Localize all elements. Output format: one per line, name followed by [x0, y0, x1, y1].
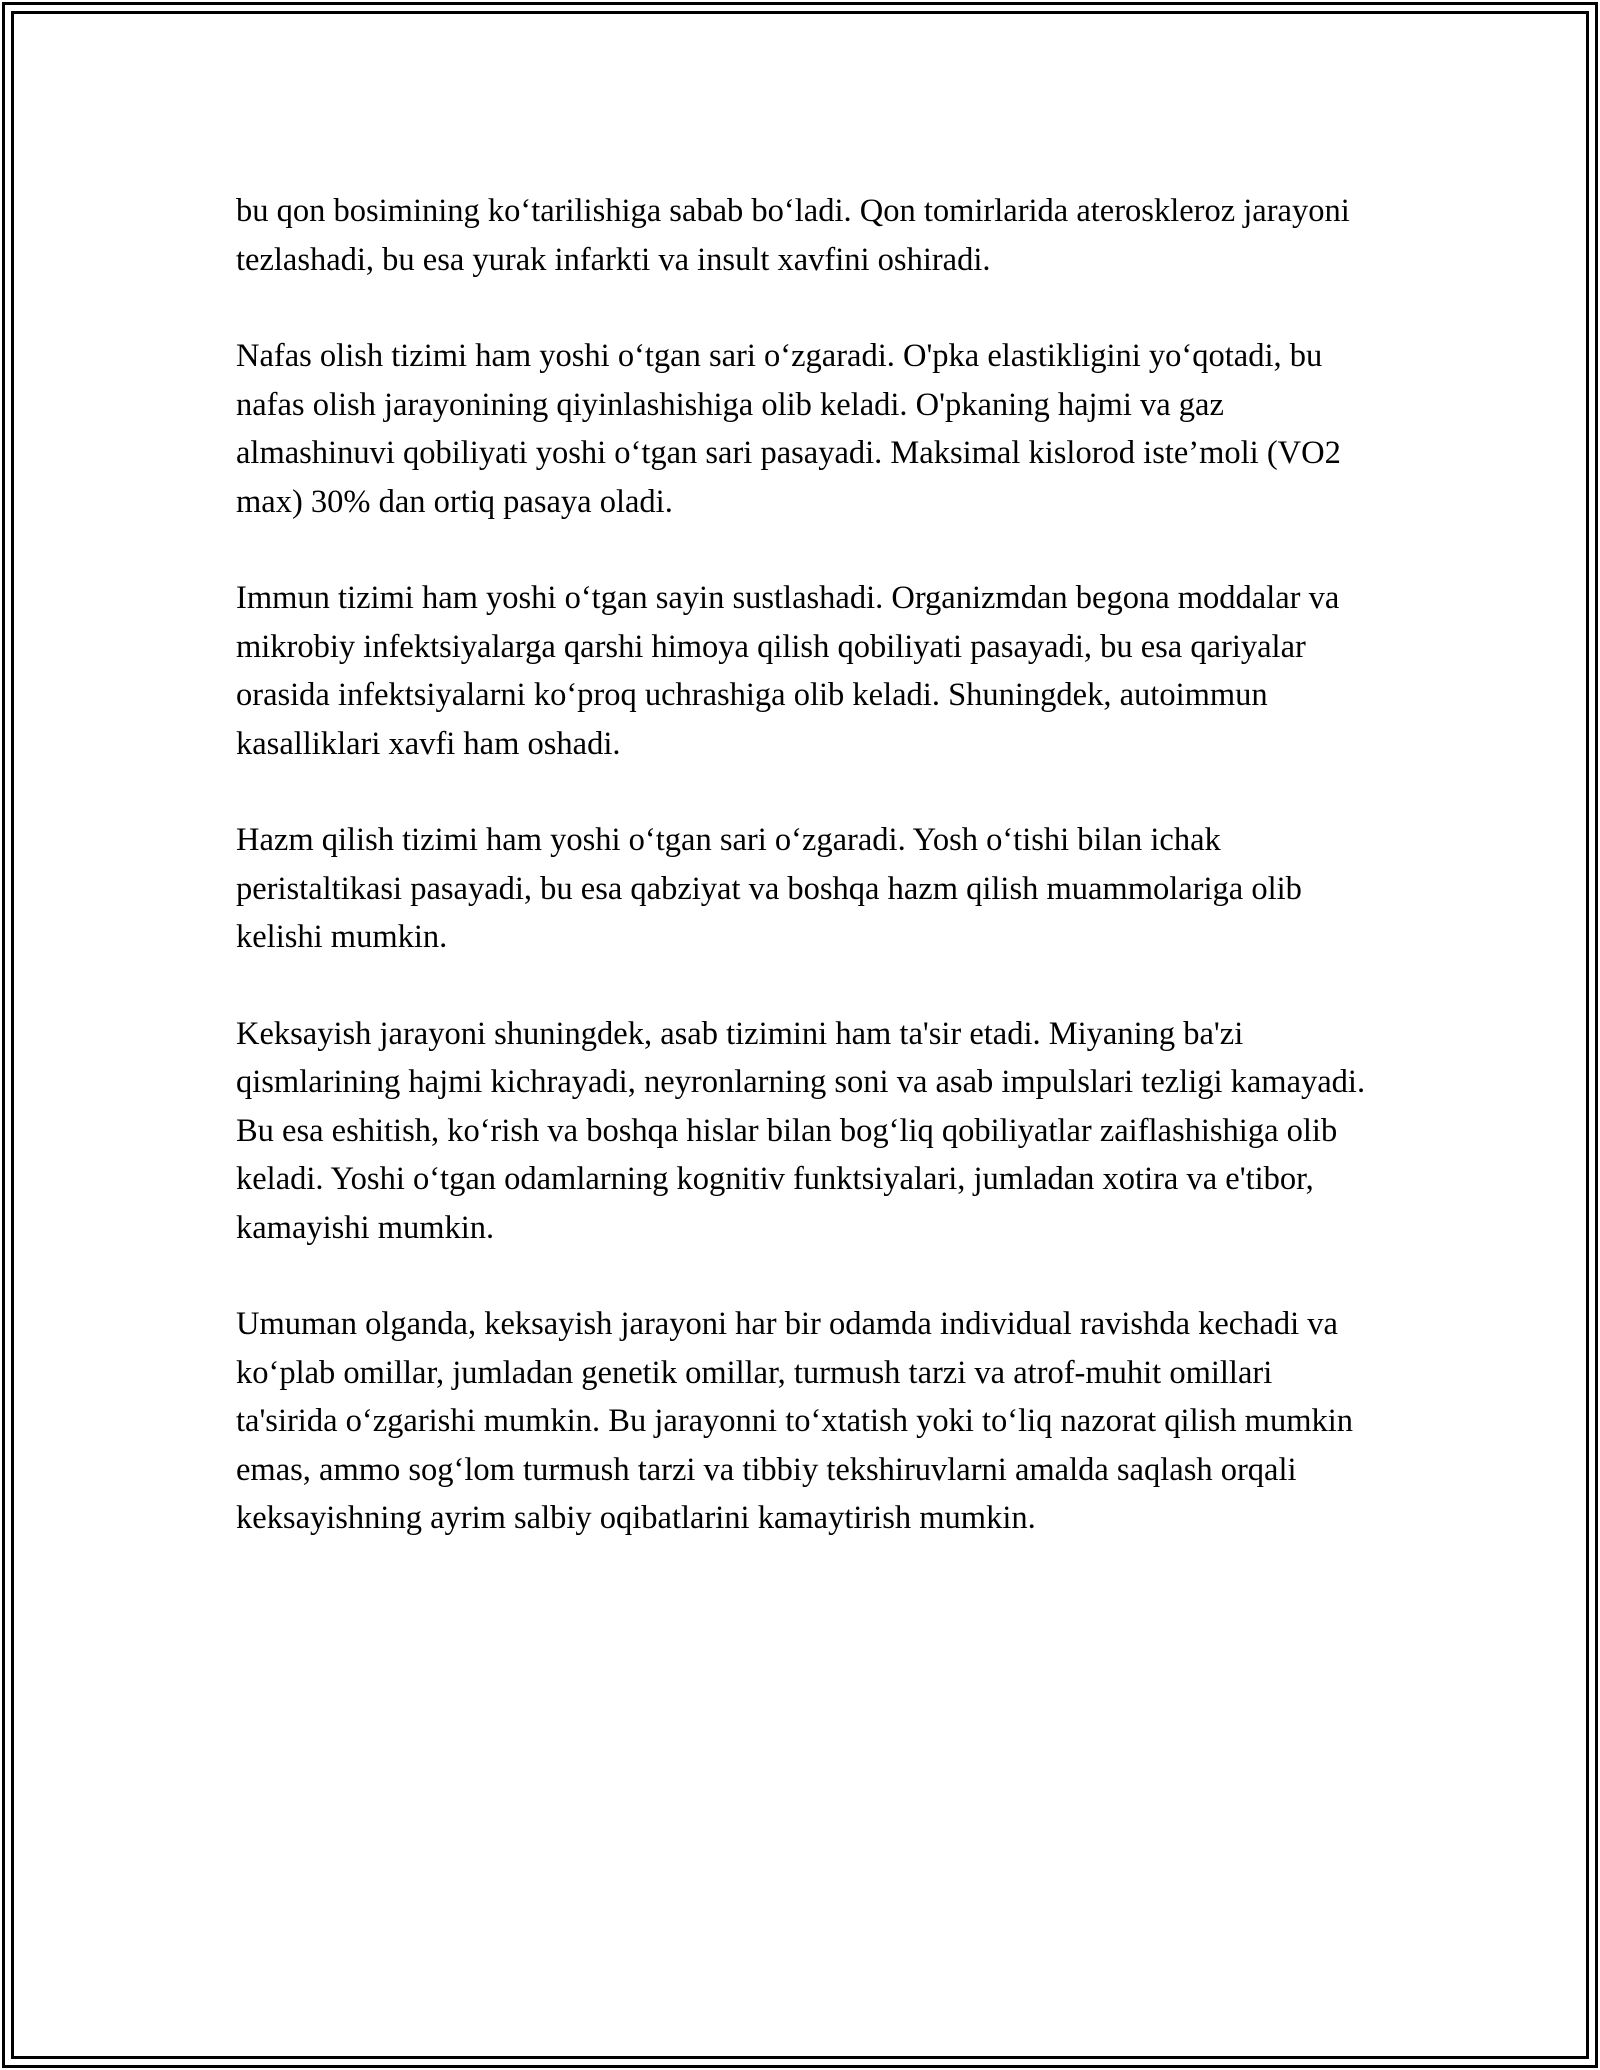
document-body [236, 187, 1376, 1543]
paragraph-digestive-system: Hazm qilish tizimi ham yoshi o‘tgan sari o‘zgaradi. Yosh o‘tishi bilan ichak peristaltikasi pasayadi, bu esa qabziyat va boshqa hazm qilish muammolariga olib kelishi mumkin. [236, 822, 1302, 955]
paragraph-blood-pressure: bu qon bosimining ko‘tarilishiga sabab bo‘ladi. Qon tomirlarida ateroskleroz jarayoni tezlashadi, bu esa yurak infarkti va insult xavfini oshiradi. [236, 193, 1350, 278]
paragraph-respiratory-system: Nafas olish tizimi ham yoshi o‘tgan sari o‘zgaradi. O'pka elastikligini yo‘qotadi, bu nafas olish jarayonining qiyinlashishiga olib keladi. O'pkaning hajmi va gaz almashinuvi qobiliyati yoshi o‘tgan sari pasayadi. Maksimal kislorod iste’moli (VO2 max) 30% dan ortiq pasaya oladi. [236, 338, 1341, 520]
paragraph-nervous-system: Keksayish jarayoni shuningdek, asab tizimini ham ta'sir etadi. Miyaning ba'zi qismlarining hajmi kichrayadi, neyronlarning soni va asab impulslari tezligi kamayadi. Bu esa eshitish, ko‘rish va boshqa hislar bilan bog‘liq qobiliyatlar zaiflashishiga olib keladi. Yoshi o‘tgan odamlarning kognitiv funktsiyalari, jumladan xotira va e'tibor, kamayishi mumkin. [236, 1015, 1366, 1246]
paragraph-immune-system: Immun tizimi ham yoshi o‘tgan sayin sustlashadi. Organizmdan begona moddalar va mikrobiy infektsiyalarga qarshi himoya qilish qobiliyati pasayadi, bu esa qariyalar orasida infektsiyalarni ko‘proq uchrashiga olib keladi. Shuningdek, autoimmun kasalliklari xavfi ham oshadi. [236, 580, 1340, 762]
paragraph-summary: Umuman olganda, keksayish jarayoni har bir odamda individual ravishda kechadi va ko‘plab omillar, jumladan genetik omillar, turmush tarzi va atrof-muhit omillari ta'sirida o‘zgarishi mumkin. Bu jarayonni to‘xtatish yoki to‘liq nazorat qilish mumkin emas, ammo sog‘lom turmush tarzi va tibbiy tekshiruvlarni amalda saqlash orqali keksayishning ayrim salbiy oqibatlarini kamaytirish mumkin. [236, 1306, 1353, 1536]
